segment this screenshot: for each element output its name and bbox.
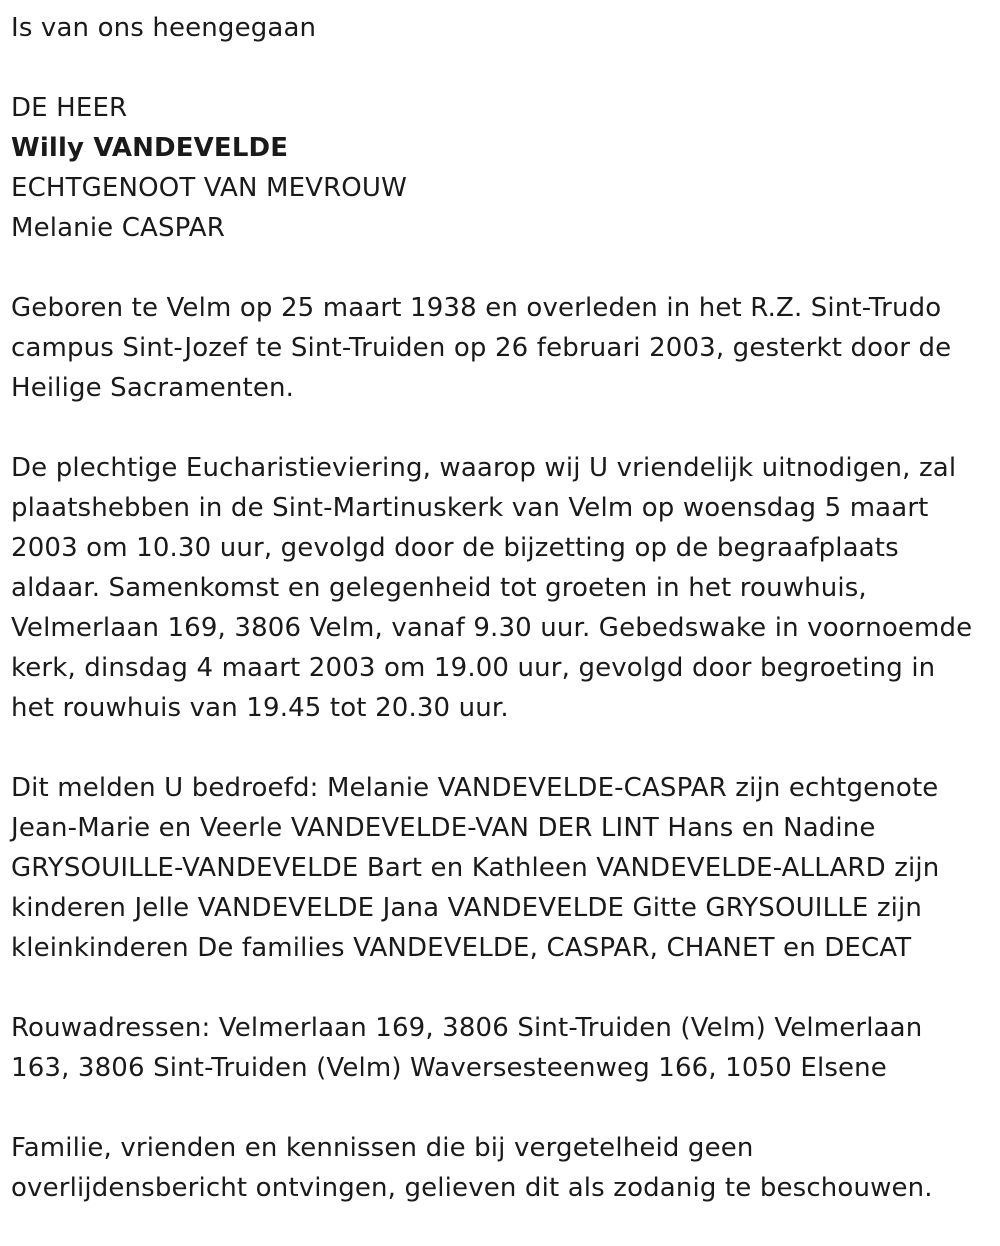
spacer <box>11 408 990 448</box>
paragraph-line: Geboren te Velm op 25 maart 1938 en overleden in het R.Z. Sint-Trudo <box>11 293 942 323</box>
spacer <box>11 48 990 88</box>
paragraph-line: overlijdensbericht ontvingen, gelieven dit als zodanig te beschouwen. <box>11 1173 933 1203</box>
family-paragraph <box>11 768 990 968</box>
paragraph-line: GRYSOUILLE-VANDEVELDE Bart en Kathleen VANDEVELDE-ALLARD zijn <box>11 853 940 883</box>
paragraph-line: aldaar. Samenkomst en gelegenheid tot groeten in het rouwhuis, <box>11 573 867 603</box>
paragraph-line: Rouwadressen: Velmerlaan 169, 3806 Sint-Truiden (Velm) Velmerlaan <box>11 1013 923 1043</box>
spouse-name: Melanie CASPAR <box>11 213 225 243</box>
paragraph-line: kleinkinderen De families VANDEVELDE, CASPAR, CHANET en DECAT <box>11 933 912 963</box>
intro-text: Is van ons heengegaan <box>11 13 317 43</box>
paragraph-line: Jean-Marie en Veerle VANDEVELDE-VAN DER LINT Hans en Nadine <box>11 813 876 843</box>
paragraph-line: Heilige Sacramenten. <box>11 373 295 403</box>
paragraph-line: 2003 om 10.30 uur, gevolgd door de bijzetting op de begraafplaats <box>11 533 899 563</box>
paragraph-line: kerk, dinsdag 4 maart 2003 om 19.00 uur, gevolgd door begroeting in <box>11 653 936 683</box>
paragraph-line: Familie, vrienden en kennissen die bij vergetelheid geen <box>11 1133 754 1163</box>
deceased-name: Willy VANDEVELDE <box>11 133 289 163</box>
paragraph-line: 163, 3806 Sint-Truiden (Velm) Waversesteenweg 166, 1050 Elsene <box>11 1053 887 1083</box>
title-text: DE HEER <box>11 93 128 123</box>
paragraph-line: het rouwhuis van 19.45 tot 20.30 uur. <box>11 693 509 723</box>
closing-paragraph <box>11 1128 990 1208</box>
addresses-paragraph <box>11 1008 990 1088</box>
paragraph-line: plaatshebben in de Sint-Martinuskerk van Velm op woensdag 5 maart <box>11 493 929 523</box>
spacer <box>11 968 990 1008</box>
paragraph-line: Dit melden U bedroefd: Melanie VANDEVELDE-CASPAR zijn echtgenote <box>11 773 939 803</box>
birth-death-paragraph <box>11 288 990 408</box>
spouse-label: ECHTGENOOT VAN MEVROUW <box>11 173 407 203</box>
paragraph-line: kinderen Jelle VANDEVELDE Jana VANDEVELDE Gitte GRYSOUILLE zijn <box>11 893 923 923</box>
spacer <box>11 248 990 288</box>
spacer <box>11 1088 990 1128</box>
spacer <box>11 728 990 768</box>
paragraph-line: Velmerlaan 169, 3806 Velm, vanaf 9.30 uur. Gebedswake in voornoemde <box>11 613 973 643</box>
ceremony-paragraph <box>11 448 990 728</box>
paragraph-line: campus Sint-Jozef te Sint-Truiden op 26 februari 2003, gesterkt door de <box>11 333 952 363</box>
paragraph-line: De plechtige Eucharistieviering, waarop wij U vriendelijk uitnodigen, zal <box>11 453 957 483</box>
